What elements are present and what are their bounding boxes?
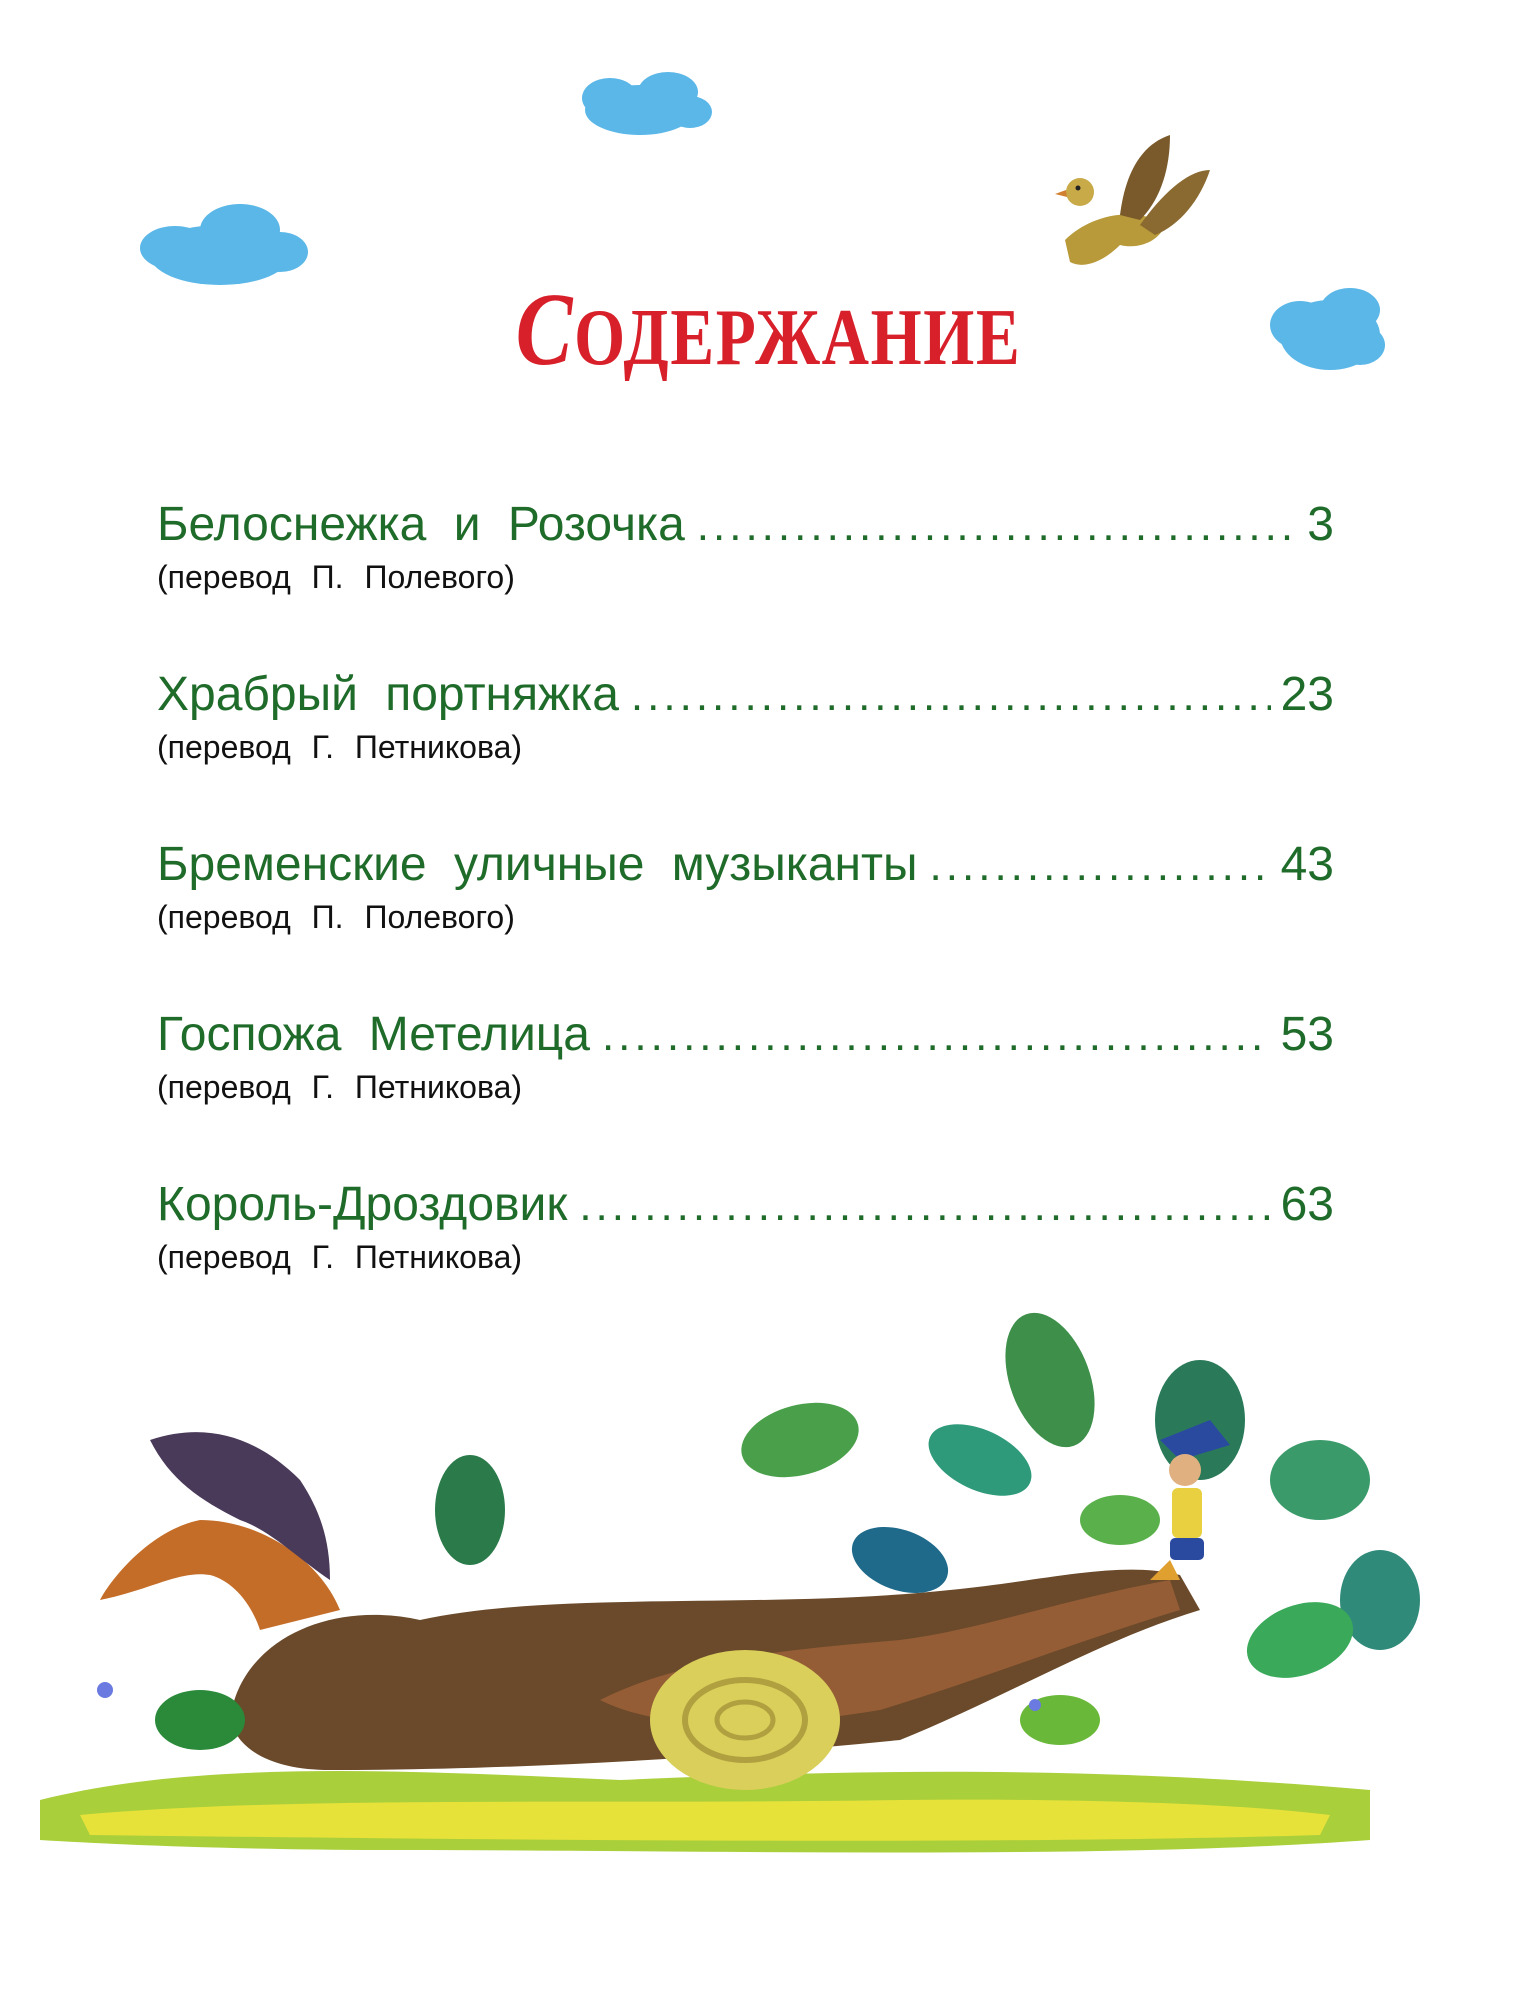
bird-icon bbox=[1055, 135, 1210, 265]
toc-entry[interactable] bbox=[157, 836, 1334, 1006]
toc-entry-page-number: 23 bbox=[1280, 668, 1334, 721]
toc-entry[interactable] bbox=[157, 496, 1334, 666]
toc-entry-line bbox=[157, 666, 1334, 725]
toc-entry-page-number: 53 bbox=[1280, 1008, 1334, 1061]
toc-entry-title: Белоснежка и Розочка bbox=[157, 498, 685, 551]
dot-leader bbox=[602, 1007, 1271, 1065]
toc-entry[interactable] bbox=[157, 666, 1334, 836]
toc-entry-page-number: 63 bbox=[1280, 1178, 1334, 1231]
toc-entry-line bbox=[157, 836, 1334, 895]
page-title bbox=[138, 270, 1398, 389]
table-of-contents bbox=[157, 496, 1334, 1346]
cloud-icon bbox=[582, 72, 712, 135]
toc-entry-title: Храбрый портняжка bbox=[157, 668, 619, 721]
toc-entry-page-number: 43 bbox=[1280, 838, 1334, 891]
toc-entry-line bbox=[157, 1176, 1334, 1235]
toc-entry-page-number: 3 bbox=[1307, 498, 1334, 551]
toc-entry-line bbox=[157, 1006, 1334, 1065]
toc-entry[interactable] bbox=[157, 1176, 1334, 1346]
toc-entry-line bbox=[157, 496, 1334, 555]
fallen-tree-illustration bbox=[40, 1432, 1370, 1852]
dot-leader bbox=[697, 497, 1298, 555]
title-initial: С bbox=[515, 272, 575, 387]
toc-entry-title: Госпожа Метелица bbox=[157, 1008, 590, 1061]
dot-leader bbox=[631, 667, 1271, 725]
toc-entry-title: Король-Дроздовик bbox=[157, 1178, 568, 1231]
dot-leader bbox=[930, 837, 1271, 895]
toc-entry-translator: (перевод П. Полевого) bbox=[157, 899, 515, 935]
dot-leader bbox=[579, 1177, 1270, 1235]
toc-entry-translator: (перевод П. Полевого) bbox=[157, 559, 515, 595]
toc-entry[interactable] bbox=[157, 1006, 1334, 1176]
toc-entry-translator: (перевод Г. Петникова) bbox=[157, 1069, 523, 1105]
toc-entry-title: Бременские уличные музыканты bbox=[157, 838, 918, 891]
title-rest: ОДЕРЖАНИЕ bbox=[574, 294, 1022, 382]
toc-entry-translator: (перевод Г. Петникова) bbox=[157, 729, 523, 765]
toc-entry-translator: (перевод Г. Петникова) bbox=[157, 1239, 523, 1275]
